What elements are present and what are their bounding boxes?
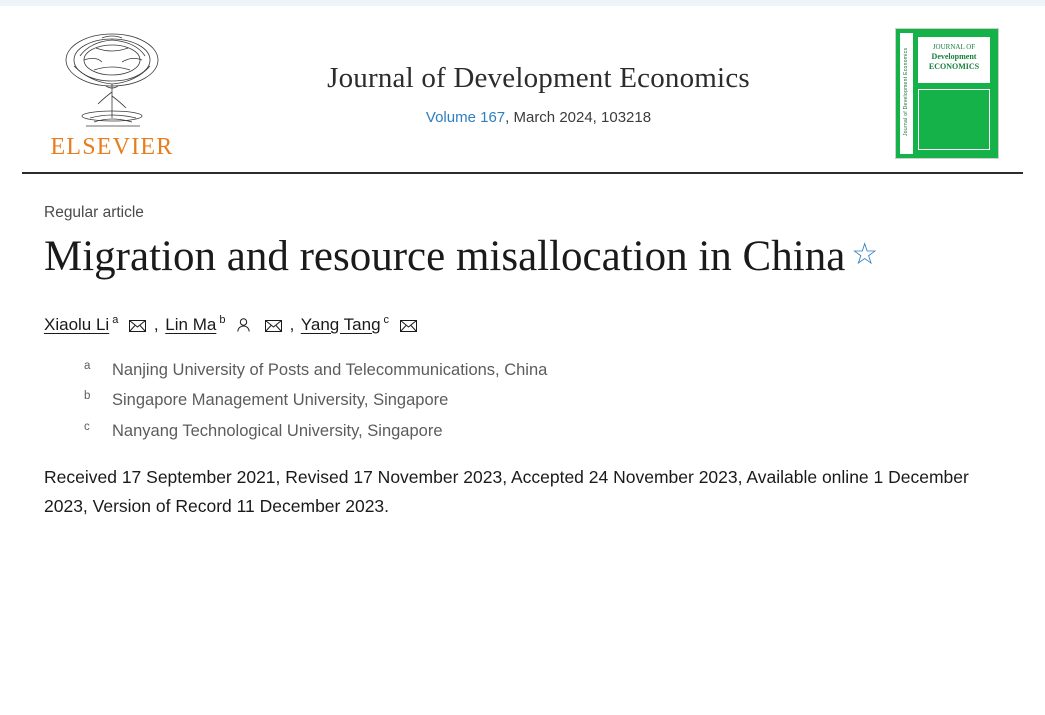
cover-title-panel <box>918 37 990 83</box>
author-name[interactable]: Lin Ma <box>165 314 217 334</box>
cover-spine-text: Journal of Development Economics <box>900 33 913 154</box>
envelope-icon[interactable] <box>129 313 146 340</box>
cover-panel-line2: Development <box>931 52 977 61</box>
article-history: Received 17 September 2021, Revised 17 November 2023, Accepted 24 November 2023, Available online 1 December 2023, Version of Record 11 December 2023. <box>44 467 969 516</box>
affiliation-text: Singapore Management University, Singapore <box>112 391 449 410</box>
affiliation-text: Nanjing University of Posts and Telecommunications, China <box>112 360 548 379</box>
star-icon[interactable]: ☆ <box>851 238 879 271</box>
person-icon[interactable] <box>236 313 251 340</box>
volume-link[interactable]: Volume 167 <box>425 109 506 126</box>
author-entry <box>301 315 420 334</box>
elsevier-logo[interactable] <box>42 26 182 161</box>
article-block <box>0 174 1045 520</box>
author-affiliation-marker: c <box>383 314 390 327</box>
journal-issue-line <box>182 109 895 126</box>
list-item <box>84 359 1001 379</box>
author-affiliation-marker: a <box>112 314 119 327</box>
article-title-text: Migration and resource misallocation in China <box>44 233 846 280</box>
affiliation-text: Nanyang Technological University, Singapore <box>112 421 443 440</box>
affiliation-marker: b <box>84 390 91 403</box>
list-item <box>84 420 1001 440</box>
author-entry <box>165 315 289 334</box>
envelope-icon[interactable] <box>400 313 417 340</box>
author-entry <box>44 315 154 334</box>
journal-cover-image <box>895 28 999 159</box>
journal-title-block <box>182 20 895 126</box>
article-type-label: Regular article <box>44 204 144 221</box>
elsevier-wordmark: ELSEVIER <box>50 134 174 160</box>
affiliation-list <box>84 359 1001 440</box>
elsevier-tree-icon <box>50 26 174 132</box>
cover-panel-line1: JOURNAL OF <box>932 43 976 51</box>
affiliation-marker: c <box>84 420 90 433</box>
page-title <box>44 232 964 283</box>
journal-cover[interactable] <box>895 28 1001 159</box>
author-separator: , <box>153 314 159 334</box>
affiliation-marker: a <box>84 359 91 372</box>
author-separator: , <box>289 314 295 334</box>
cover-lower-box <box>918 89 990 150</box>
author-list <box>44 311 1001 340</box>
author-affiliation-marker: b <box>219 314 226 327</box>
list-item <box>84 392 1001 409</box>
journal-header <box>0 6 1045 166</box>
issue-info: , March 2024, 103218 <box>505 109 652 126</box>
author-name[interactable]: Xiaolu Li <box>44 314 110 334</box>
envelope-icon[interactable] <box>265 313 282 340</box>
author-name[interactable]: Yang Tang <box>300 314 381 334</box>
cover-panel-line3: ECONOMICS <box>928 62 980 71</box>
journal-title: Journal of Development Economics <box>327 62 750 94</box>
